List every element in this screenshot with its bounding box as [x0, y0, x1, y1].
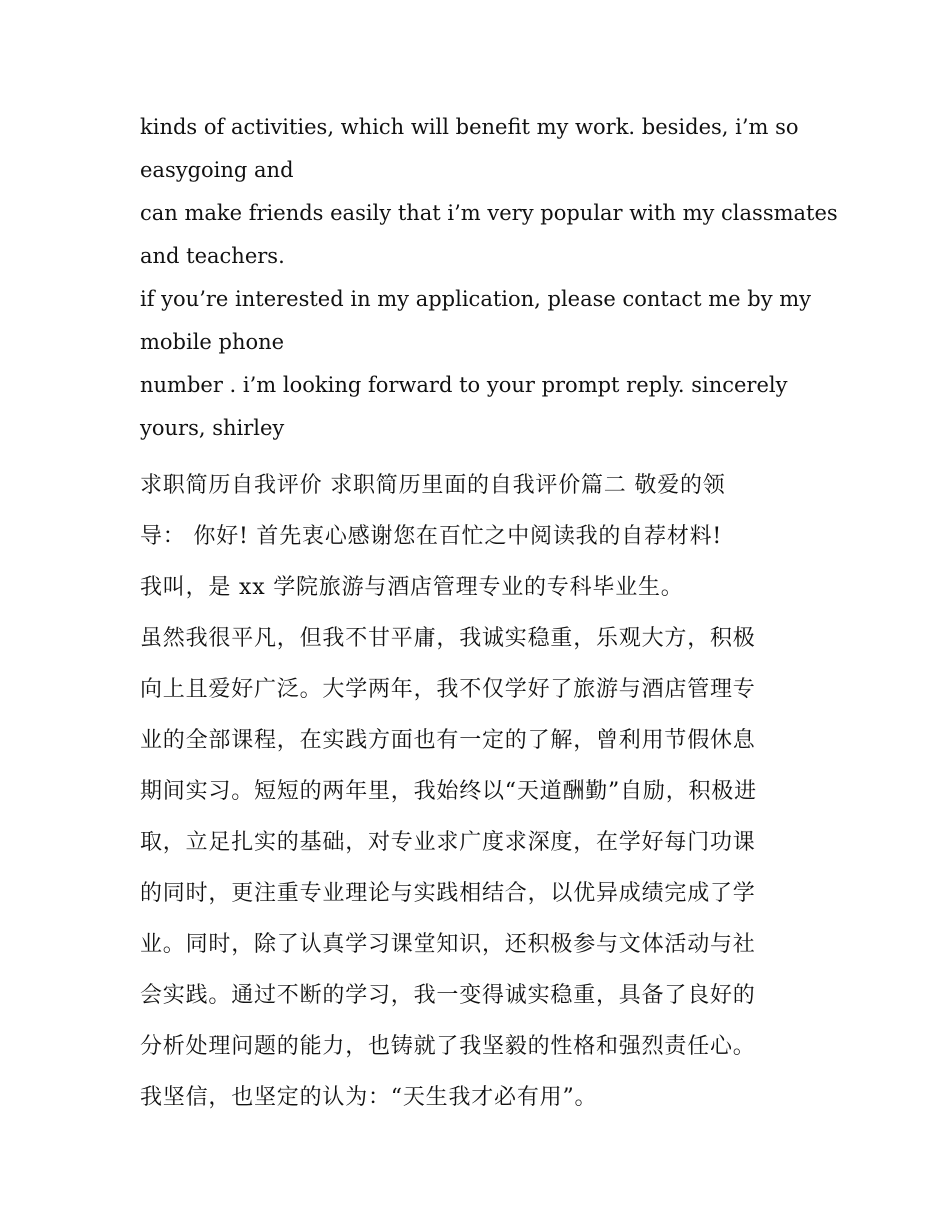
- chinese-line: 会实践。通过不断的学习，我一变得诚实稳重，具备了良好的: [140, 983, 756, 1008]
- english-line: yours, shirley: [140, 416, 285, 440]
- english-line: mobile phone: [140, 330, 285, 354]
- english-line: can make friends easily that i’m very popular with my classmates: [140, 201, 838, 225]
- chinese-line: 的同时，更注重专业理论与实践相结合，以优异成绩完成了学: [140, 881, 756, 906]
- chinese-line: 取，立足扎实的基础，对专业求广度求深度，在学好每门功课: [140, 830, 756, 855]
- chinese-line: 业的全部课程，在实践方面也有一定的了解，曾利用节假休息: [140, 728, 756, 753]
- chinese-line: 我坚信，也坚定的认为：“天生我才必有用”。: [140, 1085, 598, 1110]
- chinese-line: 导： 你好! 首先衷心感谢您在百忙之中阅读我的自荐材料!: [140, 524, 723, 549]
- english-line: and teachers.: [140, 244, 285, 268]
- english-line: number . i’m looking forward to your prompt reply. sincerely: [140, 373, 788, 397]
- english-line: kinds of activities, which will benefit my work. besides, i’m so: [140, 115, 799, 139]
- chinese-line: 向上且爱好广泛。大学两年，我不仅学好了旅游与酒店管理专: [140, 677, 756, 702]
- english-line: easygoing and: [140, 158, 294, 182]
- chinese-line: 虽然我很平凡，但我不甘平庸，我诚实稳重，乐观大方，积极: [140, 626, 756, 651]
- chinese-line: 期间实习。短短的两年里，我始终以“天道酬勤”自励，积极进: [140, 779, 757, 804]
- chinese-line: 求职简历自我评价 求职简历里面的自我评价篇二 敬爱的领: [140, 473, 726, 498]
- document-body: [140, 106, 838, 1123]
- chinese-line: 我叫，是 xx 学院旅游与酒店管理专业的专科毕业生。: [140, 575, 684, 600]
- chinese-line: 分析处理问题的能力，也铸就了我坚毅的性格和强烈责任心。: [140, 1034, 756, 1059]
- english-line: if you’re interested in my application, please contact me by my: [140, 287, 812, 311]
- chinese-paragraph: [140, 460, 812, 1123]
- chinese-line: 业。同时，除了认真学习课堂知识，还积极参与文体活动与社: [140, 932, 756, 957]
